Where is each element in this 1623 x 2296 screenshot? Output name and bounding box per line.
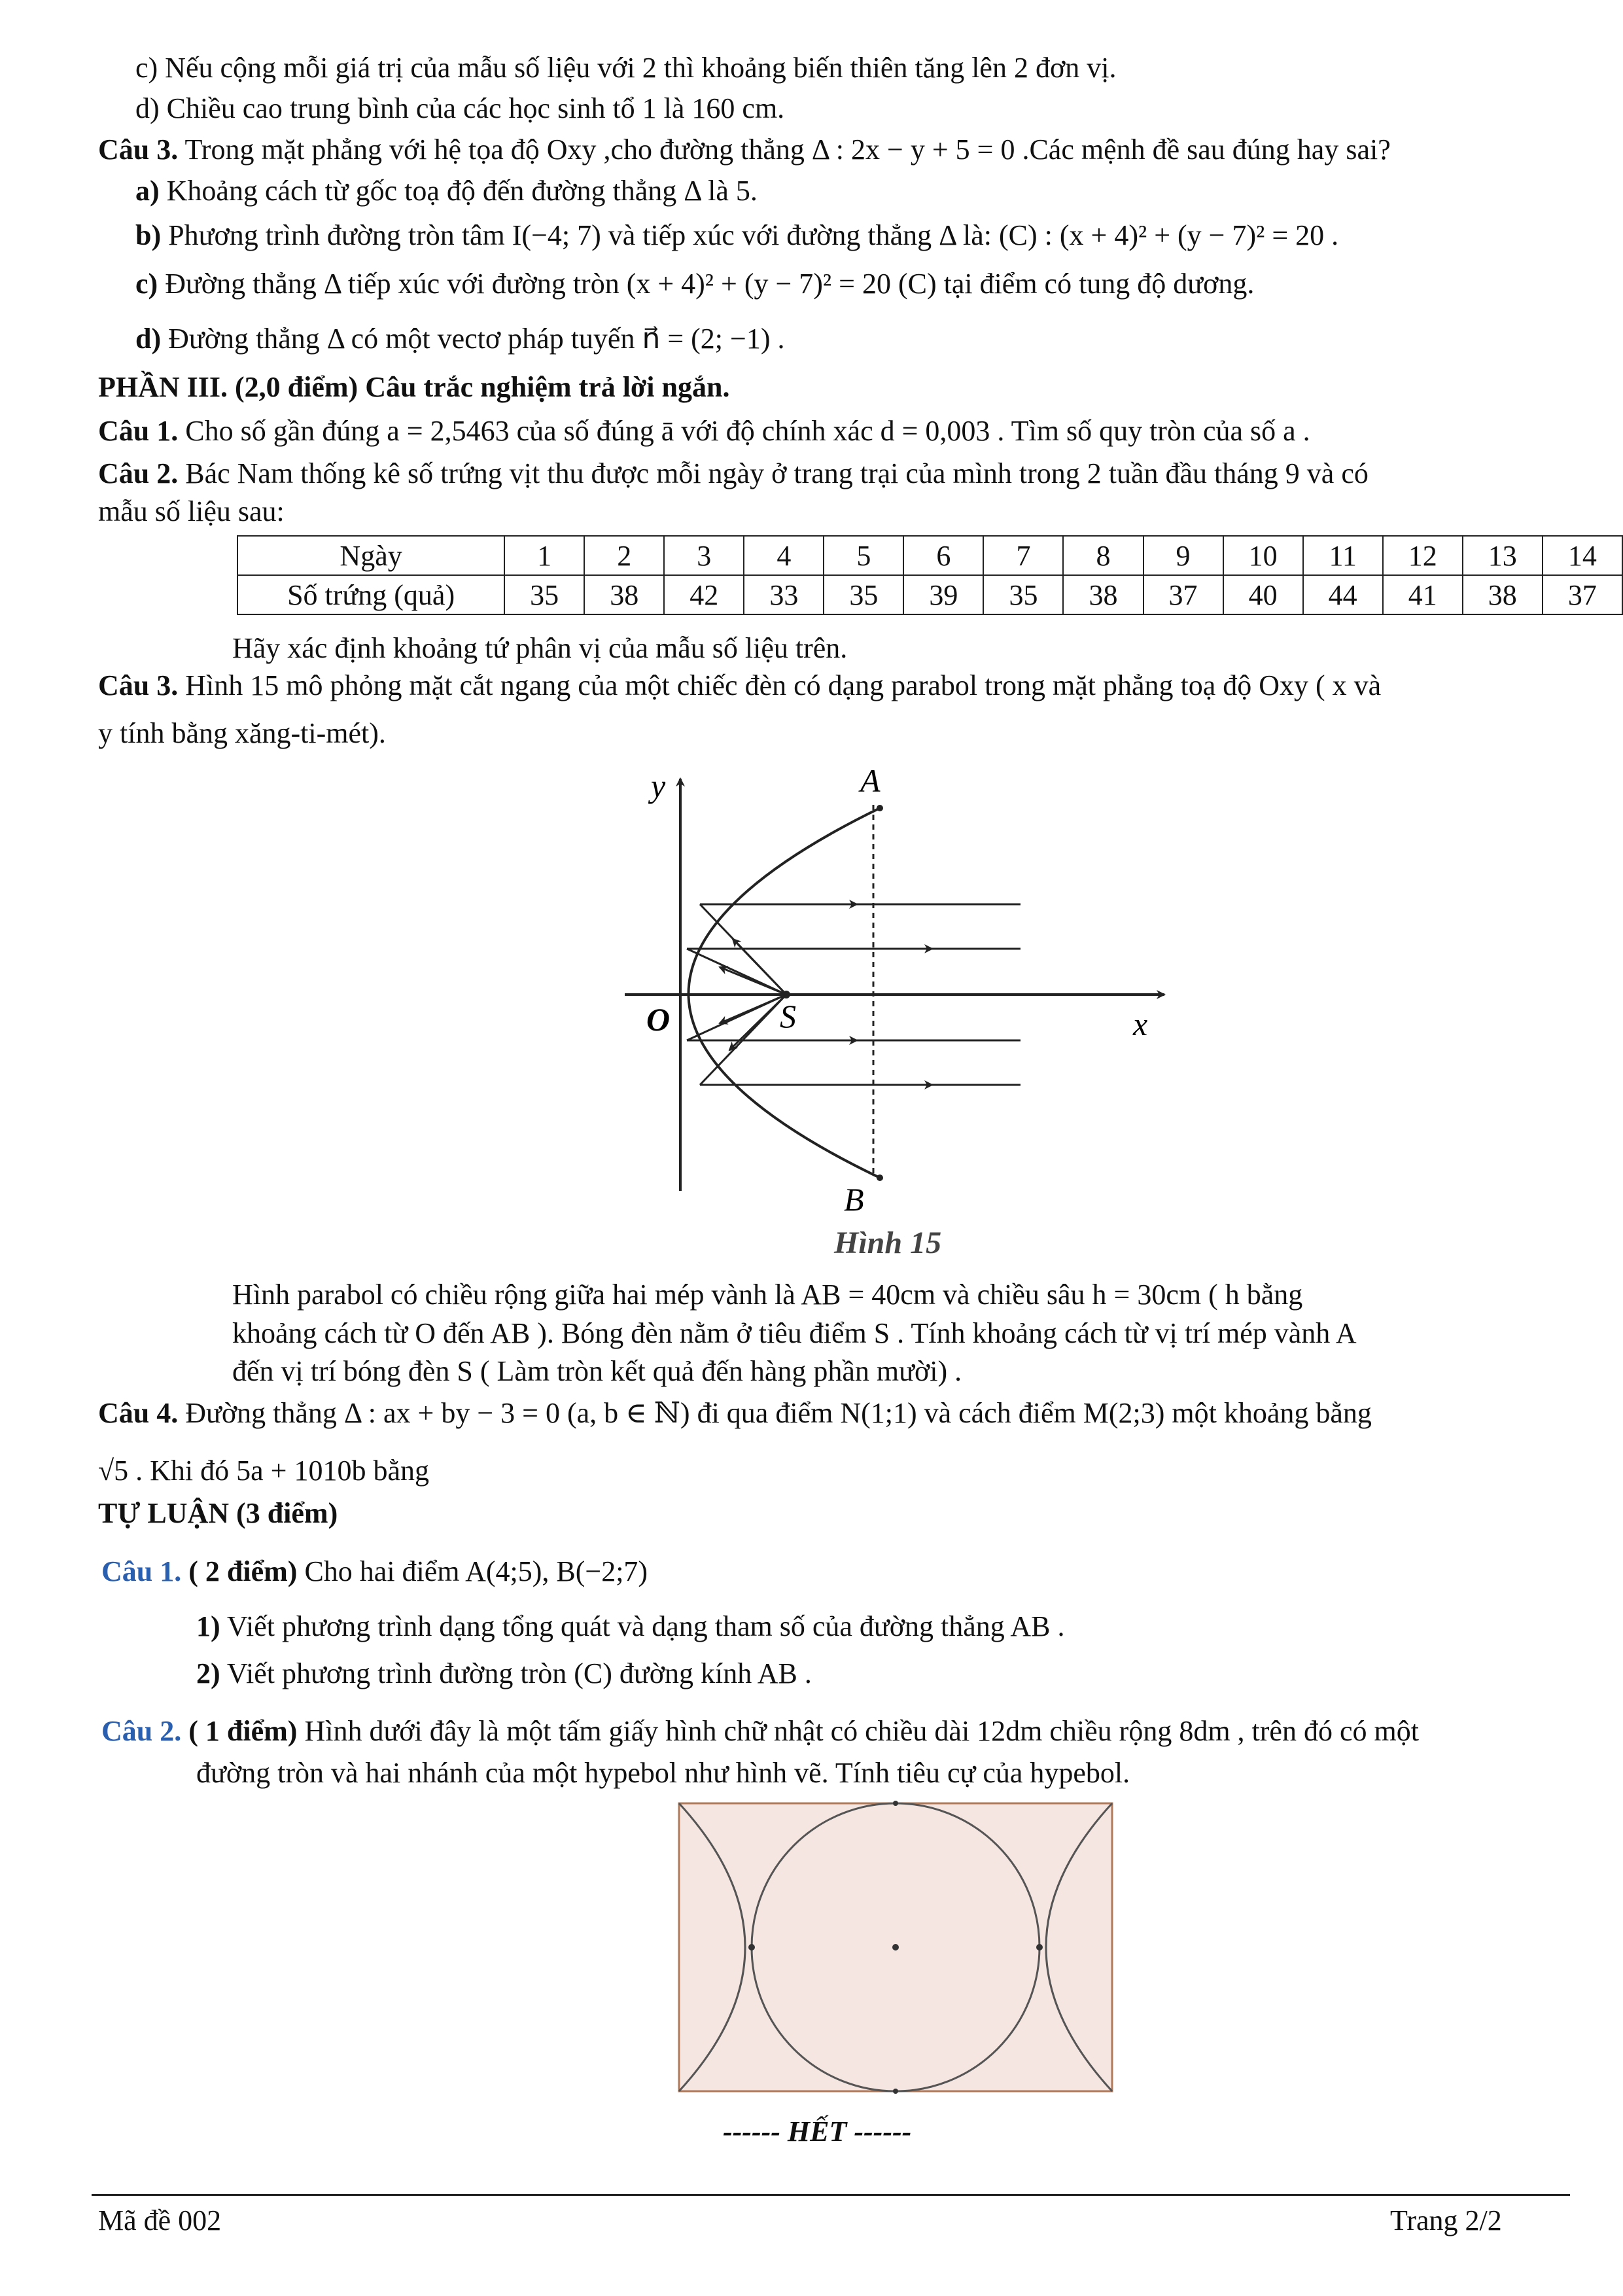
option-text: Khoảng cách từ gốc toạ độ đến đường thẳng Δ là 5. — [166, 175, 758, 207]
label-s: S — [780, 998, 796, 1034]
statement-c: c) Nếu cộng mỗi giá trị của mẫu số liệu với 2 thì khoảng biến thiên tăng lên 2 đơn vị. — [135, 52, 1117, 84]
p3-question-2-ask: Hãy xác định khoảng tứ phân vị của mẫu số liệu trên. — [232, 632, 848, 664]
ray-arrow — [733, 939, 786, 995]
question-text: Cho số gần đúng a = 2,5463 của số đúng ā với độ chính xác d = 0,003 . Tìm số quy tròn của số a . — [185, 415, 1310, 447]
p3-question-3-cont: y tính bằng xăng-ti-mét). — [98, 717, 386, 749]
question-points: ( 1 điểm) — [188, 1715, 298, 1747]
q3-option-d — [135, 322, 785, 357]
table-cell: 41 — [1383, 575, 1463, 614]
page-number: Trang 2/2 — [1390, 2204, 1502, 2236]
ray-arrow — [729, 995, 786, 1050]
table-cell: 38 — [1063, 575, 1143, 614]
table-header-cell: Ngày — [237, 536, 504, 575]
figure-hyperbola-circle — [674, 1798, 1119, 2106]
table-cell: 5 — [824, 536, 903, 575]
question-text: Cho hai điểm A(4;5), B(−2;7) — [304, 1555, 648, 1587]
table-cell: 8 — [1063, 536, 1143, 575]
item-number: 2) — [196, 1657, 220, 1689]
table-cell: 9 — [1143, 536, 1223, 575]
question-text: Hình dưới đây là một tấm giấy hình chữ nhật có chiều dài 12dm chiều rộng 8dm , trên đó có một — [304, 1715, 1419, 1747]
p3-question-3-body-3: đến vị trí bóng đèn S ( Làm tròn kết quả đến hàng phần mười) . — [232, 1355, 962, 1387]
essay-question-1 — [101, 1555, 648, 1589]
question-text: Bác Nam thống kê số trứng vịt thu được mỗi ngày ở trang trại của mình trong 2 tuần đầu tháng 9 và có — [185, 457, 1369, 489]
part3-heading: PHẦN III. (2,0 điểm) Câu trắc nghiệm trả lời ngắn. — [98, 371, 730, 403]
point-a — [877, 805, 883, 811]
question-label: Câu 1. — [101, 1555, 182, 1587]
question-label: Câu 1. — [98, 415, 179, 447]
table-cell: 33 — [744, 575, 824, 614]
q3-option-c — [135, 267, 1254, 302]
option-label: d) — [135, 323, 162, 355]
question-label: Câu 4. — [98, 1397, 179, 1429]
table-cell: 12 — [1383, 536, 1463, 575]
q3-option-a — [135, 174, 758, 209]
question-text: Trong mặt phẳng với hệ tọa độ Oxy ,cho đường thẳng Δ : 2x − y + 5 = 0 .Các mệnh đề sau đúng hay sai? — [184, 133, 1391, 166]
table-cell: 39 — [903, 575, 983, 614]
footer-divider — [92, 2194, 1570, 2196]
option-label: b) — [135, 219, 162, 251]
option-text: Đường thẳng Δ có một vectơ pháp tuyến n⃗ = (2; −1) . — [168, 323, 785, 355]
table-row-days — [237, 536, 1622, 575]
table-cell: 11 — [1303, 536, 1383, 575]
p3-question-1 — [98, 414, 1310, 449]
ray-arrow — [720, 967, 786, 995]
p3-question-4-cont: √5 . Khi đó 5a + 1010b bằng — [98, 1455, 430, 1487]
table-cell: 6 — [903, 536, 983, 575]
egg-table — [237, 535, 1623, 615]
table-cell: 14 — [1543, 536, 1622, 575]
table-cell: 35 — [983, 575, 1063, 614]
essay-q1-item-1 — [196, 1610, 1065, 1644]
ray-arrow — [720, 995, 786, 1023]
table-cell: 13 — [1463, 536, 1543, 575]
item-text: Viết phương trình dạng tổng quát và dạng tham số của đường thẳng AB . — [226, 1610, 1065, 1642]
table-cell: 3 — [664, 536, 744, 575]
table-cell: 10 — [1223, 536, 1303, 575]
table-cell: 7 — [983, 536, 1063, 575]
option-label: a) — [135, 175, 160, 207]
question-3 — [98, 133, 1391, 168]
figure-15-parabola — [615, 759, 1178, 1269]
essay-q1-item-2 — [196, 1657, 812, 1691]
question-label: Câu 2. — [101, 1715, 182, 1747]
table-cell: 37 — [1143, 575, 1223, 614]
question-label: Câu 3. — [98, 133, 179, 166]
label-y: y — [651, 768, 666, 804]
item-number: 1) — [196, 1610, 220, 1642]
question-points: ( 2 điểm) — [188, 1555, 298, 1587]
p3-question-2 — [98, 457, 1369, 491]
table-cell: 37 — [1543, 575, 1622, 614]
option-label: c) — [135, 268, 158, 300]
table-cell: 42 — [664, 575, 744, 614]
p3-question-4 — [98, 1396, 1372, 1431]
option-text: Đường thẳng Δ tiếp xúc với đường tròn (x + 4)² + (y − 7)² = 20 (C) tại điểm có tung độ dương. — [165, 268, 1255, 300]
label-b: B — [844, 1181, 864, 1218]
essay-question-2-cont: đường tròn và hai nhánh của một hypebol như hình vẽ. Tính tiêu cự của hypebol. — [196, 1757, 1130, 1789]
table-cell: 38 — [584, 575, 664, 614]
p3-question-3-body-1: Hình parabol có chiều rộng giữa hai mép vành là AB = 40cm và chiều sâu h = 30cm ( h bằng — [232, 1279, 1303, 1311]
q3-option-b — [135, 219, 1338, 253]
table-cell: 4 — [744, 536, 824, 575]
p3-question-3-body-2: khoảng cách từ O đến AB ). Bóng đèn nằm ở tiêu điểm S . Tính khoảng cách từ vị trí mép vành A — [232, 1317, 1357, 1349]
table-cell: 1 — [504, 536, 584, 575]
question-label: Câu 2. — [98, 457, 179, 489]
vertex-left — [748, 1944, 755, 1951]
item-text: Viết phương trình đường tròn (C) đường kính AB . — [226, 1657, 812, 1689]
label-o: O — [646, 1001, 671, 1038]
table-cell: 38 — [1463, 575, 1543, 614]
label-a: A — [860, 762, 881, 799]
vertex-right — [1036, 1944, 1043, 1951]
label-x: x — [1133, 1006, 1148, 1042]
question-text: Đường thẳng Δ : ax + by − 3 = 0 (a, b ∈ ℕ) đi qua điểm N(1;1) và cách điểm M(2;3) một khoảng bằng — [185, 1397, 1372, 1429]
tangent-bottom — [893, 2089, 898, 2094]
option-text: Phương trình đường tròn tâm I(−4; 7) và tiếp xúc với đường thẳng Δ là: (C) : (x + 4)² + (y − 7)² = 20 . — [168, 219, 1339, 251]
table-cell: 35 — [504, 575, 584, 614]
end-mark: ------ HẾT ------ — [723, 2115, 912, 2147]
table-cell: 44 — [1303, 575, 1383, 614]
table-cell: 2 — [584, 536, 664, 575]
table-cell: 40 — [1223, 575, 1303, 614]
figure-caption: Hình 15 — [834, 1226, 942, 1260]
p3-question-2-cont: mẫu số liệu sau: — [98, 495, 285, 527]
statement-d: d) Chiều cao trung bình của các học sinh tổ 1 là 160 cm. — [135, 92, 785, 124]
center-point — [892, 1944, 899, 1951]
essay-heading: TỰ LUẬN (3 điểm) — [98, 1497, 338, 1529]
table-header-cell: Số trứng (quả) — [237, 575, 504, 614]
tangent-top — [893, 1801, 898, 1806]
table-row-eggs — [237, 575, 1622, 614]
essay-question-2 — [101, 1714, 1419, 1749]
exam-code: Mã đề 002 — [98, 2204, 222, 2236]
question-label: Câu 3. — [98, 669, 179, 701]
table-cell: 35 — [824, 575, 903, 614]
question-text: Hình 15 mô phỏng mặt cắt ngang của một chiếc đèn có dạng parabol trong mặt phẳng toạ độ Oxy ( x và — [185, 669, 1382, 701]
p3-question-3 — [98, 669, 1381, 703]
point-b — [877, 1174, 883, 1181]
